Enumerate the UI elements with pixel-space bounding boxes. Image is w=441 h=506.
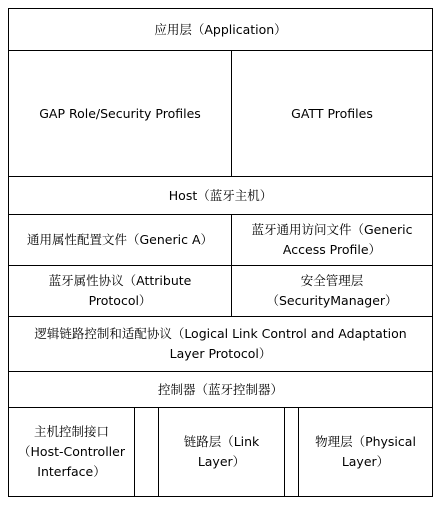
- gatt-label: 通用属性配置文件（Generic A）: [27, 232, 213, 247]
- physical-layer-label: 物理层（Physical Layer）: [315, 434, 416, 469]
- gap-role-security-profiles-box: [8, 50, 232, 177]
- l2cap-label: 逻辑链路控制和适配协议（Logical Link Control and Adaptation Layer Protocol）: [34, 326, 407, 361]
- controller-box: [8, 371, 433, 408]
- controller-label: 控制器（蓝牙控制器）: [157, 381, 283, 397]
- gap-box: [231, 214, 433, 266]
- att-label: 蓝牙属性协议（Attribute Protocol）: [48, 273, 192, 308]
- gap-label: 蓝牙通用访问文件（Generic Access Profile）: [251, 222, 413, 257]
- link-layer-label: 链路层（Link Layer）: [183, 434, 260, 469]
- att-box: [8, 265, 232, 317]
- bottom-gap-right: [284, 407, 299, 497]
- host-label: Host（蓝牙主机）: [168, 187, 273, 203]
- security-manager-box: [231, 265, 433, 317]
- gatt-profiles-box: [231, 50, 433, 177]
- hci-label: 主机控制接口（Host-Controller Interface）: [18, 424, 125, 479]
- l2cap-box: [8, 316, 433, 372]
- link-layer-box: [158, 407, 285, 497]
- gatt-box: [8, 214, 232, 266]
- gatt-profiles-label: GATT Profiles: [291, 105, 373, 121]
- physical-layer-box: [298, 407, 433, 497]
- gap-role-security-profiles-label: GAP Role/Security Profiles: [39, 105, 201, 121]
- bottom-gap-left: [134, 407, 159, 497]
- application-layer-box: [8, 8, 433, 51]
- host-box: [8, 176, 433, 215]
- security-manager-label: 安全管理层（SecurityManager）: [266, 273, 398, 308]
- application-layer-label: 应用层（Application）: [154, 21, 287, 37]
- hci-box: [8, 407, 135, 497]
